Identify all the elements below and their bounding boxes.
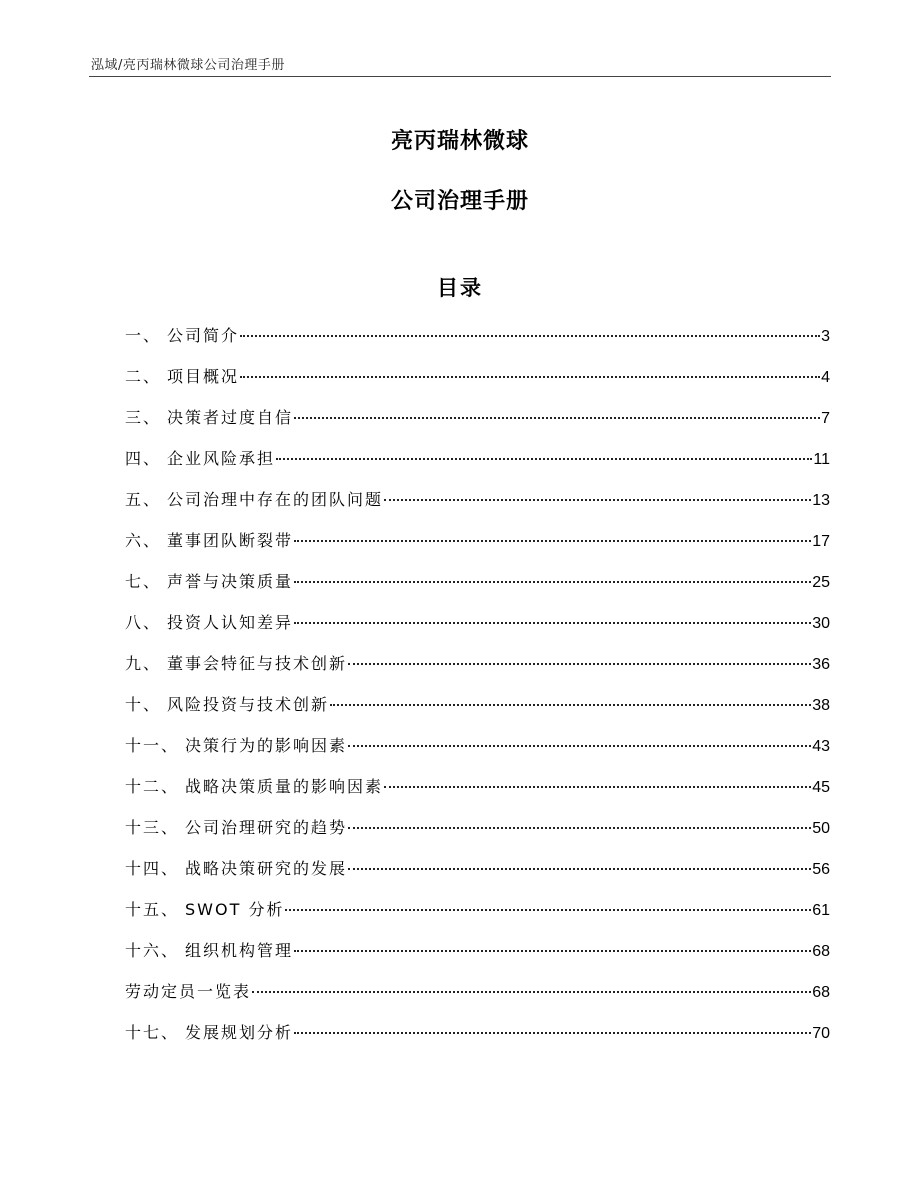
- toc-entry-page: 13: [812, 492, 830, 509]
- toc-entry-number: 一、: [125, 326, 162, 345]
- toc-entry-page: 3: [821, 328, 830, 345]
- header-divider: [89, 76, 831, 77]
- toc-entry-number: 十七、: [125, 1023, 180, 1042]
- toc-entry-page: 4: [821, 369, 830, 386]
- toc-dot-leader: [294, 540, 811, 542]
- toc-entry-number: 十二、: [125, 777, 180, 796]
- toc-dot-leader: [240, 335, 820, 337]
- toc-entry-page: 38: [812, 697, 830, 714]
- toc-dot-leader: [348, 745, 811, 747]
- toc-entry-page: 61: [812, 902, 830, 919]
- toc-heading: 目录: [437, 276, 483, 300]
- toc-entry-title: 公司治理研究的趋势: [185, 818, 348, 837]
- document-title-line1: 亮丙瑞林微球: [390, 129, 529, 154]
- toc-entry[interactable]: [125, 365, 830, 406]
- toc-entry[interactable]: [125, 447, 830, 488]
- toc-entry[interactable]: [125, 734, 830, 775]
- toc-dot-leader: [348, 663, 811, 665]
- toc-dot-leader: [276, 458, 812, 460]
- toc-entry[interactable]: [125, 775, 830, 816]
- toc-dot-leader: [384, 499, 811, 501]
- toc-dot-leader: [384, 786, 811, 788]
- toc-entry-page: 43: [812, 738, 830, 755]
- toc-entry-title: 董事会特征与技术创新: [167, 654, 348, 673]
- toc-entry-page: 68: [812, 984, 830, 1001]
- toc-entry-title: 劳动定员一览表: [125, 982, 252, 1001]
- table-of-contents: [125, 324, 830, 1062]
- toc-dot-leader: [285, 909, 811, 911]
- toc-dot-leader: [294, 417, 820, 419]
- document-title-line2: 公司治理手册: [390, 189, 529, 214]
- toc-dot-leader: [294, 1032, 811, 1034]
- toc-entry-number: 二、: [125, 367, 162, 386]
- toc-dot-leader: [330, 704, 811, 706]
- toc-entry-number: 十六、: [125, 941, 180, 960]
- toc-entry-title: 战略决策质量的影响因素: [185, 777, 384, 796]
- toc-entry-title: 决策者过度自信: [167, 408, 294, 427]
- toc-dot-leader: [348, 827, 811, 829]
- toc-entry-page: 70: [812, 1025, 830, 1042]
- toc-entry[interactable]: [125, 939, 830, 980]
- toc-entry-page: 17: [812, 533, 830, 550]
- toc-entry[interactable]: [125, 529, 830, 570]
- toc-entry-number: 四、: [125, 449, 162, 468]
- toc-dot-leader: [240, 376, 820, 378]
- running-header: 泓域/亮丙瑞林微球公司治理手册: [91, 58, 285, 73]
- toc-entry-title: SWOT 分析: [185, 900, 285, 919]
- toc-entry-number: 九、: [125, 654, 162, 673]
- toc-entry[interactable]: [125, 857, 830, 898]
- toc-entry[interactable]: [125, 406, 830, 447]
- toc-entry-number: 五、: [125, 490, 162, 509]
- toc-entry[interactable]: [125, 1021, 830, 1062]
- toc-entry-number: 十、: [125, 695, 162, 714]
- toc-dot-leader: [294, 950, 811, 952]
- toc-entry-number: 三、: [125, 408, 162, 427]
- toc-entry-page: 25: [812, 574, 830, 591]
- toc-entry-page: 30: [812, 615, 830, 632]
- toc-dot-leader: [252, 991, 811, 993]
- toc-dot-leader: [348, 868, 811, 870]
- toc-entry-number: 十五、: [125, 900, 180, 919]
- toc-entry-title: 董事团队断裂带: [167, 531, 294, 550]
- toc-entry-title: 发展规划分析: [185, 1023, 294, 1042]
- toc-entry-title: 项目概况: [167, 367, 240, 386]
- toc-entry-number: 十四、: [125, 859, 180, 878]
- toc-entry[interactable]: [125, 611, 830, 652]
- toc-entry[interactable]: [125, 324, 830, 365]
- toc-entry[interactable]: [125, 652, 830, 693]
- toc-entry-number: 十一、: [125, 736, 180, 755]
- toc-entry-title: 声誉与决策质量: [167, 572, 294, 591]
- toc-entry-title: 组织机构管理: [185, 941, 294, 960]
- toc-entry-page: 36: [812, 656, 830, 673]
- toc-entry-title: 风险投资与技术创新: [167, 695, 330, 714]
- toc-entry-number: 八、: [125, 613, 162, 632]
- toc-entry-title: 决策行为的影响因素: [185, 736, 348, 755]
- toc-entry-page: 68: [812, 943, 830, 960]
- toc-entry-number: 七、: [125, 572, 162, 591]
- toc-entry-number: 六、: [125, 531, 162, 550]
- toc-entry-page: 45: [812, 779, 830, 796]
- toc-entry-title: 企业风险承担: [167, 449, 276, 468]
- toc-entry-title: 公司治理中存在的团队问题: [167, 490, 384, 509]
- toc-entry-number: 十三、: [125, 818, 180, 837]
- toc-entry[interactable]: [125, 570, 830, 611]
- toc-entry[interactable]: [125, 980, 830, 1021]
- toc-entry-title: 投资人认知差异: [167, 613, 294, 632]
- toc-entry[interactable]: [125, 488, 830, 529]
- toc-entry-page: 56: [812, 861, 830, 878]
- toc-entry-page: 11: [813, 451, 830, 468]
- toc-entry[interactable]: [125, 816, 830, 857]
- toc-entry-page: 50: [812, 820, 830, 837]
- toc-entry[interactable]: [125, 898, 830, 939]
- toc-entry-title: 公司简介: [167, 326, 240, 345]
- toc-entry-title: 战略决策研究的发展: [185, 859, 348, 878]
- toc-entry-page: 7: [821, 410, 830, 427]
- toc-dot-leader: [294, 622, 811, 624]
- toc-entry[interactable]: [125, 693, 830, 734]
- toc-dot-leader: [294, 581, 811, 583]
